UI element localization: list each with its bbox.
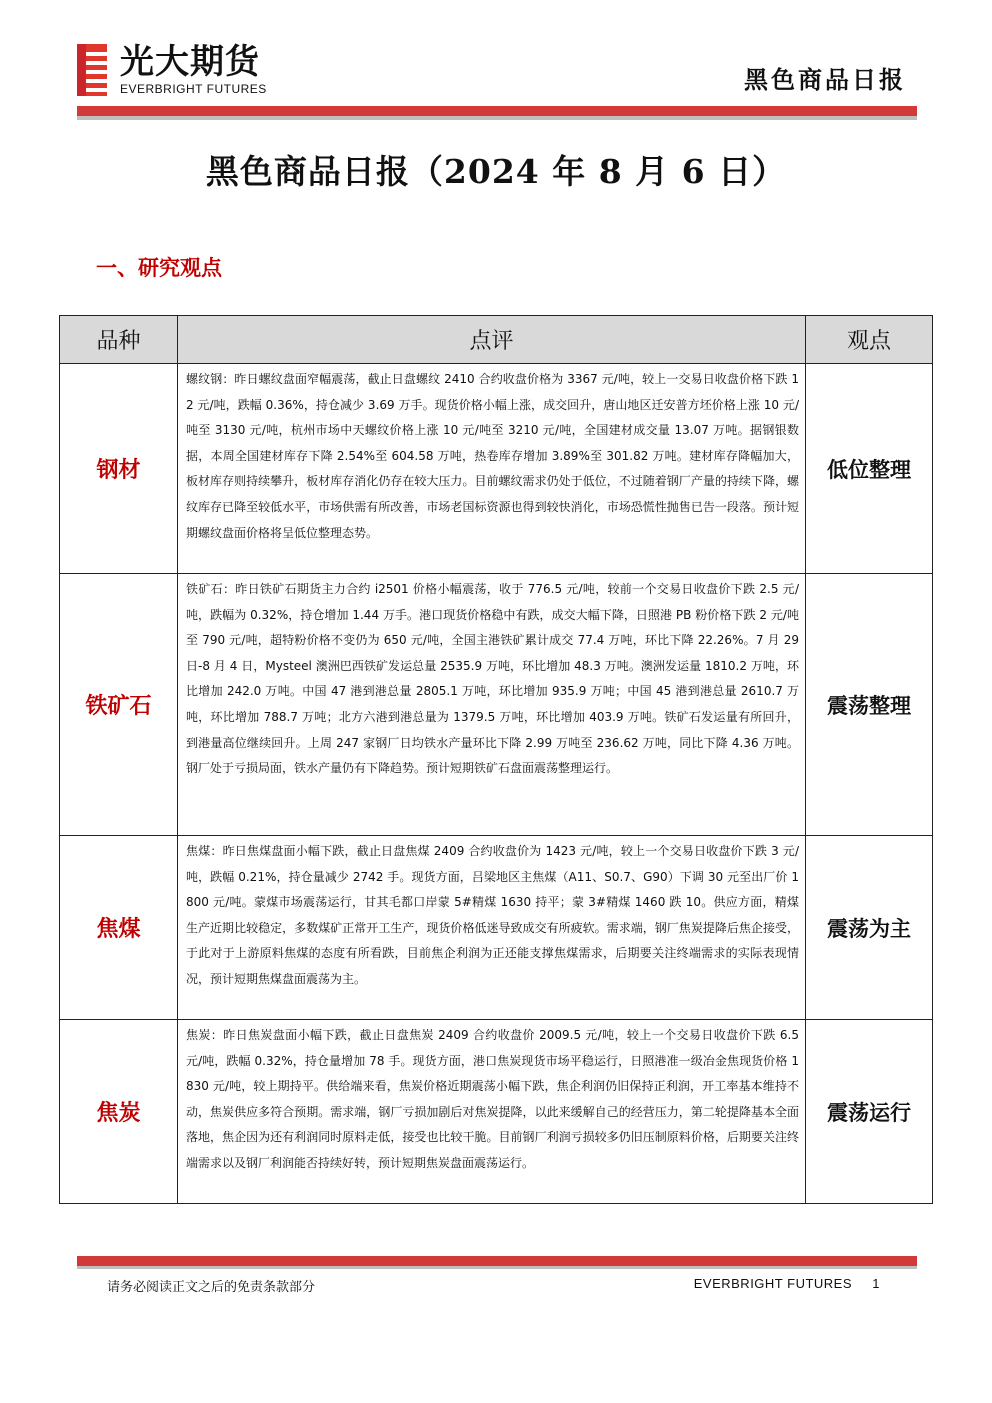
view-cell: 震荡运行 xyxy=(806,1020,933,1204)
header-view: 观点 xyxy=(806,316,933,364)
comment-cell: 焦煤：昨日焦煤盘面小幅下跌，截止日盘焦煤 2409 合约收盘价为 1423 元/吨，较上一个交易日收盘价下跌 3 元/吨，跌幅 0.21%，持仓量减少 2742 手。现货方面，吕梁地区主焦煤（A11、S0.7、G90）下调 30 元至出厂价 1800 元/吨。蒙煤市场震荡运行，甘其毛都口岸蒙 5#精煤 1630 持平；蒙 3#精煤 1460 跌 10。供应方面，精煤生产近期比较稳定，多数煤矿正常开工生产，现货价格低迷导致成交有所疲软。需求端，钢厂焦炭提降后焦企接受，于此对于上游原料焦煤的态度有所看跌，目前焦企利润为正还能支撑焦煤需求，后期要关注终端需求的实际表现情况，预计短期焦煤盘面震荡为主。 xyxy=(178,836,806,1020)
variety-cell: 焦煤 xyxy=(60,836,178,1020)
header-variety: 品种 xyxy=(60,316,178,364)
comment-cell: 螺纹钢：昨日螺纹盘面窄幅震荡，截止日盘螺纹 2410 合约收盘价格为 3367 元/吨，较上一交易日收盘价格下跌 12 元/吨，跌幅 0.36%，持仓减少 3.69 万手。现货价格小幅上涨，成交回升，唐山地区迁安普方坯价格上涨 10 元/吨至 3130 元/吨，杭州市场中天螺纹价格上涨 10 元/吨至 3210 元/吨，全国建材成交量 13.07 万吨。据钢银数据，本周全国建材库存下降 2.54%至 604.58 万吨，热卷库存增加 3.89%至 301.82 万吨。建材库存降幅加大，板材库存则持续攀升，板材库存消化仍存在较大压力。目前螺纹需求仍处于低位，不过随着钢厂产量的持续下降，螺纹库存已降至较低水平，市场供需有所改善，市场老国标资源也得到较快消化，市场恐慌性抛售已告一段落。预计短期螺纹盘面价格将呈低位整理态势。 xyxy=(178,364,806,574)
comment-cell: 焦炭：昨日焦炭盘面小幅下跌，截止日盘焦炭 2409 合约收盘价 2009.5 元/吨，较上一个交易日收盘价下跌 6.5 元/吨，跌幅 0.32%，持仓量增加 78 手。现货方面，港口焦炭现货市场平稳运行，日照港准一级冶金焦现货价格 1830 元/吨，较上期持平。供给端来看，焦炭价格近期震荡小幅下跌，焦企利润仍旧保持正利润，开工率基本维持不动，焦炭供应多符合预期。需求端，钢厂亏损加剧后对焦炭提降，以此来缓解自己的经营压力，第二轮提降基本全面落地，焦企因为还有利润同时原料走低，接受也比较干脆。目前钢厂利润亏损较多仍旧压制原料价格，后期要关注终端需求以及钢厂利润能否持续好转，预计短期焦炭盘面震荡运行。 xyxy=(178,1020,806,1204)
comment-cell: 铁矿石：昨日铁矿石期货主力合约 i2501 价格小幅震荡，收于 776.5 元/吨，较前一个交易日收盘价下跌 2.5 元/吨，跌幅为 0.32%，持仓增加 1.44 万手。港口现货价格稳中有跌，成交大幅下降，日照港 PB 粉价格下跌 2 元/吨至 790 元/吨，超特粉价格不变仍为 650 元/吨，全国主港铁矿累计成交 77.4 万吨，环比下降 22.26%。7 月 29 日-8 月 4 日，Mysteel 澳洲巴西铁矿发运总量 2535.9 万吨，环比增加 48.3 万吨。澳洲发运量 1810.2 万吨，环比增加 242.0 万吨。中国 47 港到港总量 2805.1 万吨，环比增加 935.9 万吨；中国 45 港到港总量 2610.7 万吨，环比增加 788.7 万吨；北方六港到港总量为 1379.5 万吨，环比增加 403.9 万吨。铁矿石发运量有所回升，到港量高位继续回升。上周 247 家钢厂日均铁水产量环比下降 2.99 万吨至 236.62 万吨，同比下降 4.36 万吨。钢厂处于亏损局面，铁水产量仍有下降趋势。预计短期铁矿石盘面震荡整理运行。 xyxy=(178,574,806,836)
view-cell: 低位整理 xyxy=(806,364,933,574)
report-label: 黑色商品日报 xyxy=(744,65,906,94)
footer-disclaimer: 请务必阅读正文之后的免责条款部分 xyxy=(107,1280,316,1295)
section-heading: 一、研究观点 xyxy=(96,255,222,280)
page-number: 1 xyxy=(872,1276,880,1291)
table-row xyxy=(60,364,933,574)
header-divider-shadow xyxy=(77,116,917,120)
header-comment: 点评 xyxy=(178,316,806,364)
header-divider xyxy=(77,106,917,116)
footer-divider xyxy=(77,1256,917,1266)
table-header-row xyxy=(60,316,933,364)
research-view-table xyxy=(59,315,933,1204)
logo-english-name: EVERBRIGHT FUTURES xyxy=(120,82,267,96)
document-title: 黑色商品日报（2024 年 8 月 6 日） xyxy=(205,152,787,191)
table-row xyxy=(60,574,933,836)
view-cell: 震荡整理 xyxy=(806,574,933,836)
variety-cell: 焦炭 xyxy=(60,1020,178,1204)
logo-chinese-name: 光大期货 xyxy=(120,42,260,82)
page-header xyxy=(0,0,992,125)
footer-brand-name: EVERBRIGHT FUTURES xyxy=(693,1276,853,1291)
variety-cell: 钢材 xyxy=(60,364,178,574)
everbright-logo-icon xyxy=(77,44,107,96)
table-row xyxy=(60,1020,933,1204)
table-row xyxy=(60,836,933,1020)
footer-divider-shadow xyxy=(77,1266,917,1269)
variety-cell: 铁矿石 xyxy=(60,574,178,836)
footer-brand xyxy=(694,1276,880,1291)
view-cell: 震荡为主 xyxy=(806,836,933,1020)
